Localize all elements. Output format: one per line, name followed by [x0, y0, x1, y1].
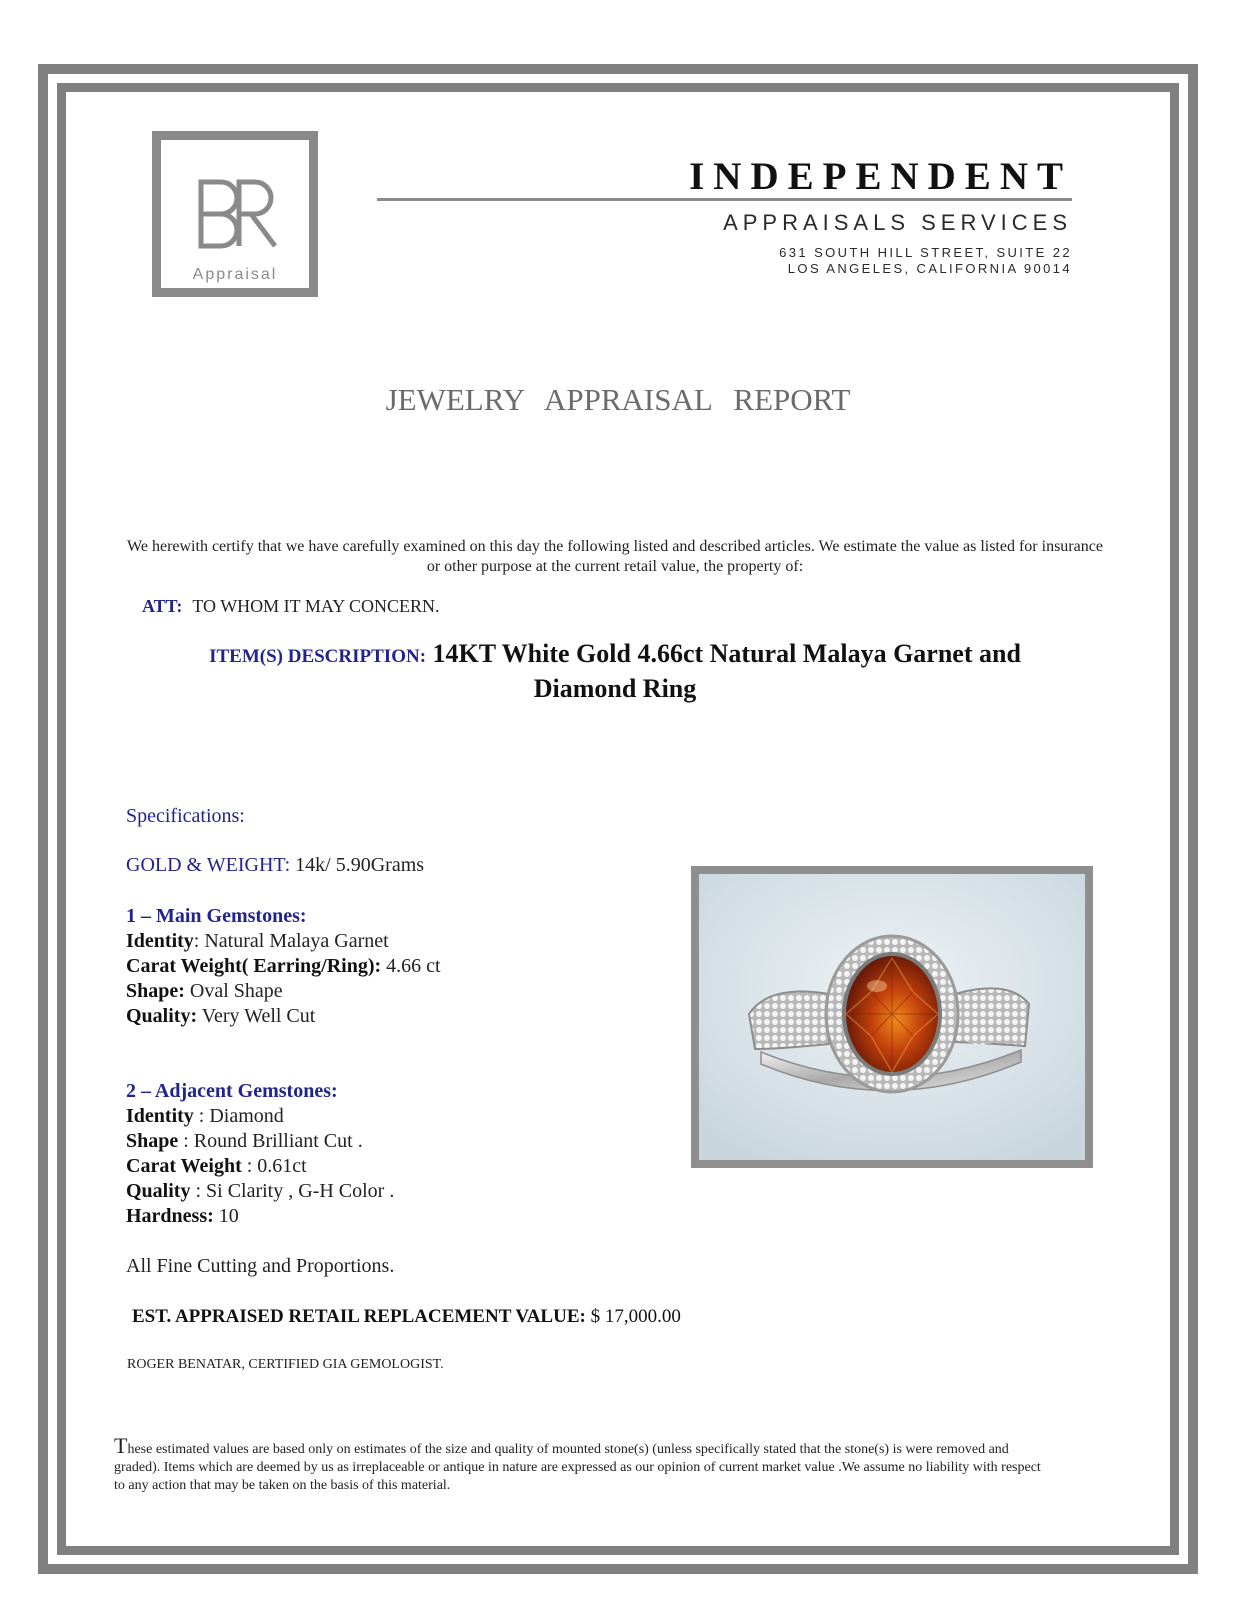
appraised-value-amount: $ 17,000.00: [585, 1306, 681, 1327]
main-carat-row: Carat Weight( Earring/Ring): 4.66 ct: [126, 955, 441, 977]
att-label: ATT:: [142, 596, 183, 616]
gemologist-signature: ROGER BENATAR, CERTIFIED GIA GEMOLOGIST.: [127, 1357, 444, 1372]
ring-photo: [691, 866, 1093, 1168]
gold-weight-line: [126, 853, 424, 878]
appraised-value-label: EST. APPRAISED RETAIL REPLACEMENT VALUE:: [132, 1306, 586, 1327]
main-gemstones-heading: 1 – Main Gemstones:: [126, 905, 307, 927]
att-value: TO WHOM IT MAY CONCERN.: [192, 596, 440, 616]
adjacent-carat-row: Carat Weight : 0.61ct: [126, 1155, 307, 1177]
adjacent-gemstones-heading: 2 – Adjacent Gemstones:: [126, 1080, 338, 1102]
company-name: INDEPENDENT: [689, 155, 1072, 198]
disclaimer-drop-letter: T: [114, 1433, 128, 1458]
garnet-ring-image: [699, 874, 1085, 1160]
gold-weight-value: 14k/ 5.90Grams: [290, 854, 425, 876]
attention-line: [142, 596, 440, 617]
adjacent-hardness-row: Hardness: 10: [126, 1205, 239, 1227]
cutting-line: All Fine Cutting and Proportions.: [126, 1255, 395, 1277]
adjacent-shape-row: Shape : Round Brilliant Cut .: [126, 1130, 363, 1152]
specifications-heading: Specifications:: [126, 805, 245, 827]
br-monogram-icon: [191, 174, 283, 254]
adjacent-identity-row: Identity : Diamond: [126, 1105, 284, 1127]
main-gemstones-block: [126, 904, 441, 1029]
adjacent-gemstones-block: [126, 1079, 394, 1229]
address-line-1: 631 SOUTH HILL STREET, SUITE 22: [779, 245, 1072, 260]
item-description: [120, 638, 1110, 705]
company-subtitle: APPRAISALS SERVICES: [723, 210, 1072, 235]
item-description-line2: Diamond Ring: [533, 674, 697, 703]
main-quality-row: Quality: Very Well Cut: [126, 1005, 316, 1027]
item-description-line1: 14KT White Gold 4.66ct Natural Malaya Garnet and: [432, 639, 1021, 668]
item-description-label: ITEM(S) DESCRIPTION:: [209, 646, 427, 667]
disclaimer-text: [114, 1433, 1044, 1495]
certification-text: We herewith certify that we have carefully examined on this day the following listed and described articles. We estimate the value as listed for insurance or other purpose at the current retail value, the property of:: [127, 538, 1103, 575]
main-shape-row: Shape: Oval Shape: [126, 980, 283, 1002]
main-identity-row: Identity: Natural Malaya Garnet: [126, 930, 389, 952]
logo-wordmark: Appraisal: [192, 266, 278, 283]
adjacent-quality-row: Quality : Si Clarity , G-H Color .: [126, 1180, 395, 1202]
appraised-value-line: [132, 1306, 681, 1328]
disclaimer-body: hese estimated values are based only on estimates of the size and quality of mounted stone(s) (unless specifically stated that the stone(s) is were removed and graded). Items which are deemed by us as irreplaceable or antique in nature are expressed as our opinion of current market value .We assume no liability with respect to any action that may be taken on the basis of this material.: [114, 1442, 1041, 1493]
br-appraisal-logo: [152, 131, 318, 297]
gold-weight-label: GOLD & WEIGHT:: [126, 854, 291, 876]
address-line-2: LOS ANGELES, CALIFORNIA 90014: [787, 261, 1072, 276]
report-title: JEWELRY APPRAISAL REPORT: [385, 382, 851, 417]
